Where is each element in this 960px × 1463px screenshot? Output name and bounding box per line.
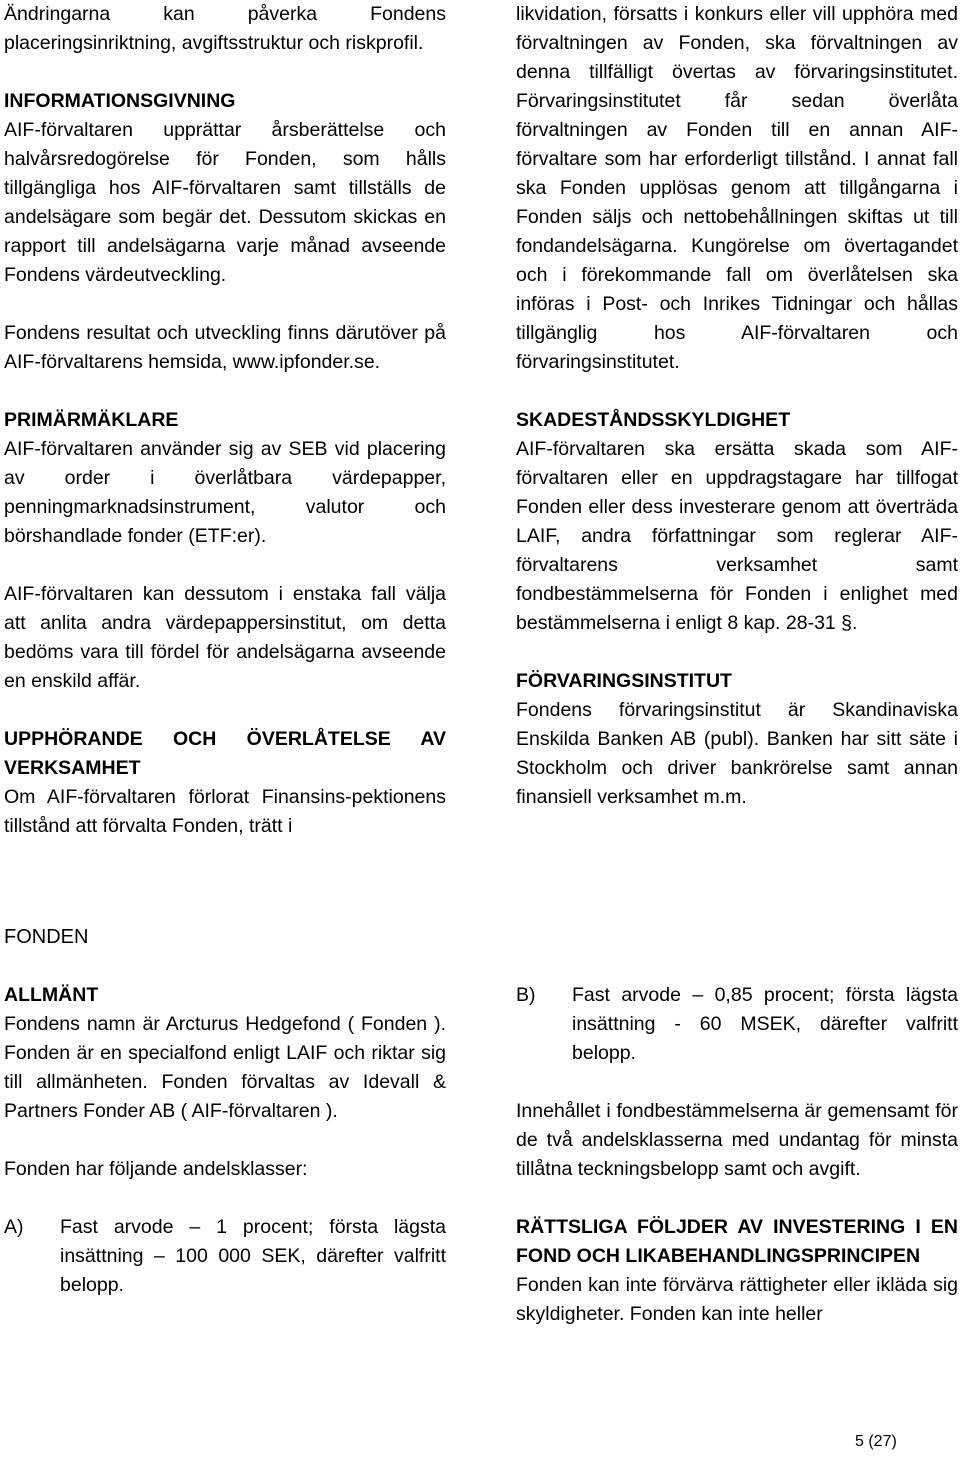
share-classes-intro: Fonden har följande andelsklasser: bbox=[4, 1158, 308, 1180]
broker-paragraph-2: AIF-förvaltaren kan dessutom i enstaka fall välja att anlita andra värdepappersinstitut, om detta bedöms vara till fördel för andelsägarna avseende en enskild affär. bbox=[4, 583, 446, 692]
share-class-a bbox=[4, 1213, 446, 1300]
share-class-a-label: A) bbox=[4, 1216, 24, 1238]
legal-paragraph: Fonden kan inte förvärva rättigheter eller ikläda sig skyldigheter. Fonden kan inte heller bbox=[516, 1274, 958, 1325]
share-classes-note: Innehållet i fondbestämmelserna är gemensamt för de två andelsklasserna med undantag för minsta tillåtna teckningsbelopp samt och avgift. bbox=[516, 1100, 958, 1180]
custodian-paragraph: Fondens förvaringsinstitut är Skandinaviska Enskilda Banken AB (publ). Banken har sitt säte i Stockholm och driver bankrörelse samt annan finansiell verksamhet m.m. bbox=[516, 699, 958, 808]
termination-paragraph: Om AIF-förvaltaren förlorat Finansins-pektionens tillstånd att förvalta Fonden, trätt i bbox=[4, 786, 446, 837]
bottom-left-column bbox=[4, 981, 446, 1300]
general-paragraph: Fondens namn är Arcturus Hedgefond ( Fonden ). Fonden är en specialfond enligt LAIF och riktar sig till allmänheten. Fonden förvaltas av Idevall & Partners Fonder AB ( AIF-förvaltaren ). bbox=[4, 1013, 446, 1122]
share-class-a-text: Fast arvode – 1 procent; första lägsta insättning – 100 000 SEK, därefter valfritt belopp. bbox=[60, 1216, 446, 1296]
share-class-b bbox=[516, 981, 958, 1068]
top-right-column bbox=[516, 0, 958, 812]
fund-section-heading: FONDEN bbox=[4, 926, 89, 948]
legal-heading: RÄTTSLIGA FÖLJDER AV INVESTERING I EN FOND OCH LIKABEHANDLINGSPRINCIPEN bbox=[516, 1216, 958, 1267]
information-heading: INFORMATIONSGIVNING bbox=[4, 90, 236, 112]
information-paragraph: AIF-förvaltaren upprättar årsberättelse och halvårsredogörelse för Fonden, som hålls tillgängliga hos AIF-förvaltaren samt tillställs de andelsägare som begär det. Dessutom skickas en rapport till andelsägarna varje månad avseende Fondens värdeutveckling. bbox=[4, 119, 446, 286]
intro-paragraph: Ändringarna kan påverka Fondens placeringsinriktning, avgiftsstruktur och riskprofil. bbox=[4, 3, 446, 54]
broker-heading: PRIMÄRMÄKLARE bbox=[4, 409, 179, 431]
damages-heading: SKADESTÅNDSSKYLDIGHET bbox=[516, 409, 791, 431]
share-class-b-text: Fast arvode – 0,85 procent; första lägsta insättning - 60 MSEK, därefter valfritt belopp. bbox=[572, 984, 958, 1064]
general-heading: ALLMÄNT bbox=[4, 984, 99, 1006]
top-left-column bbox=[4, 0, 446, 841]
information-paragraph-2: Fondens resultat och utveckling finns därutöver på AIF-förvaltarens hemsida, www.ipfonder.se. bbox=[4, 322, 446, 373]
bottom-right-column bbox=[516, 981, 958, 1329]
termination-paragraph-continued: likvidation, försatts i konkurs eller vill upphöra med förvaltningen av Fonden, ska förvaltningen av denna tillfälligt övertas av förvaringsinstitutet. Förvaringsinstitutet får sedan överlåta förvaltningen av Fonden till en annan AIF-förvaltare som har erforderligt tillstånd. I annat fall ska Fonden upplösas genom att tillgångarna i Fonden säljs och nettobehållningen skiftas ut till fondandelsägarna. Kungörelse om övertagandet och i förekommande fall om överlåtelsen ska införas i Post- och Inrikes Tidningar och hållas tillgänglig hos AIF-förvaltaren och förvaringsinstitutet. bbox=[516, 3, 958, 373]
custodian-heading: FÖRVARINGSINSTITUT bbox=[516, 670, 732, 692]
damages-paragraph: AIF-förvaltaren ska ersätta skada som AIF-förvaltaren eller en uppdragstagare har tillfogat Fonden eller dess investerare genom att överträda LAIF, andra författningar som reglerar AIF-förvaltarens verksamhet samt fondbestämmelserna för Fonden i enlighet med bestämmelserna i enligt 8 kap. 28-31 §. bbox=[516, 438, 958, 634]
share-class-b-label: B) bbox=[516, 984, 536, 1006]
termination-heading: UPPHÖRANDE OCH ÖVERLÅTELSE AV VERKSAMHET bbox=[4, 728, 446, 779]
broker-paragraph: AIF-förvaltaren använder sig av SEB vid placering av order i överlåtbara värdepapper, penningmarknadsinstrument, valutor och börshandlade fonder (ETF:er). bbox=[4, 438, 446, 547]
page-number: 5 (27) bbox=[855, 1433, 897, 1450]
